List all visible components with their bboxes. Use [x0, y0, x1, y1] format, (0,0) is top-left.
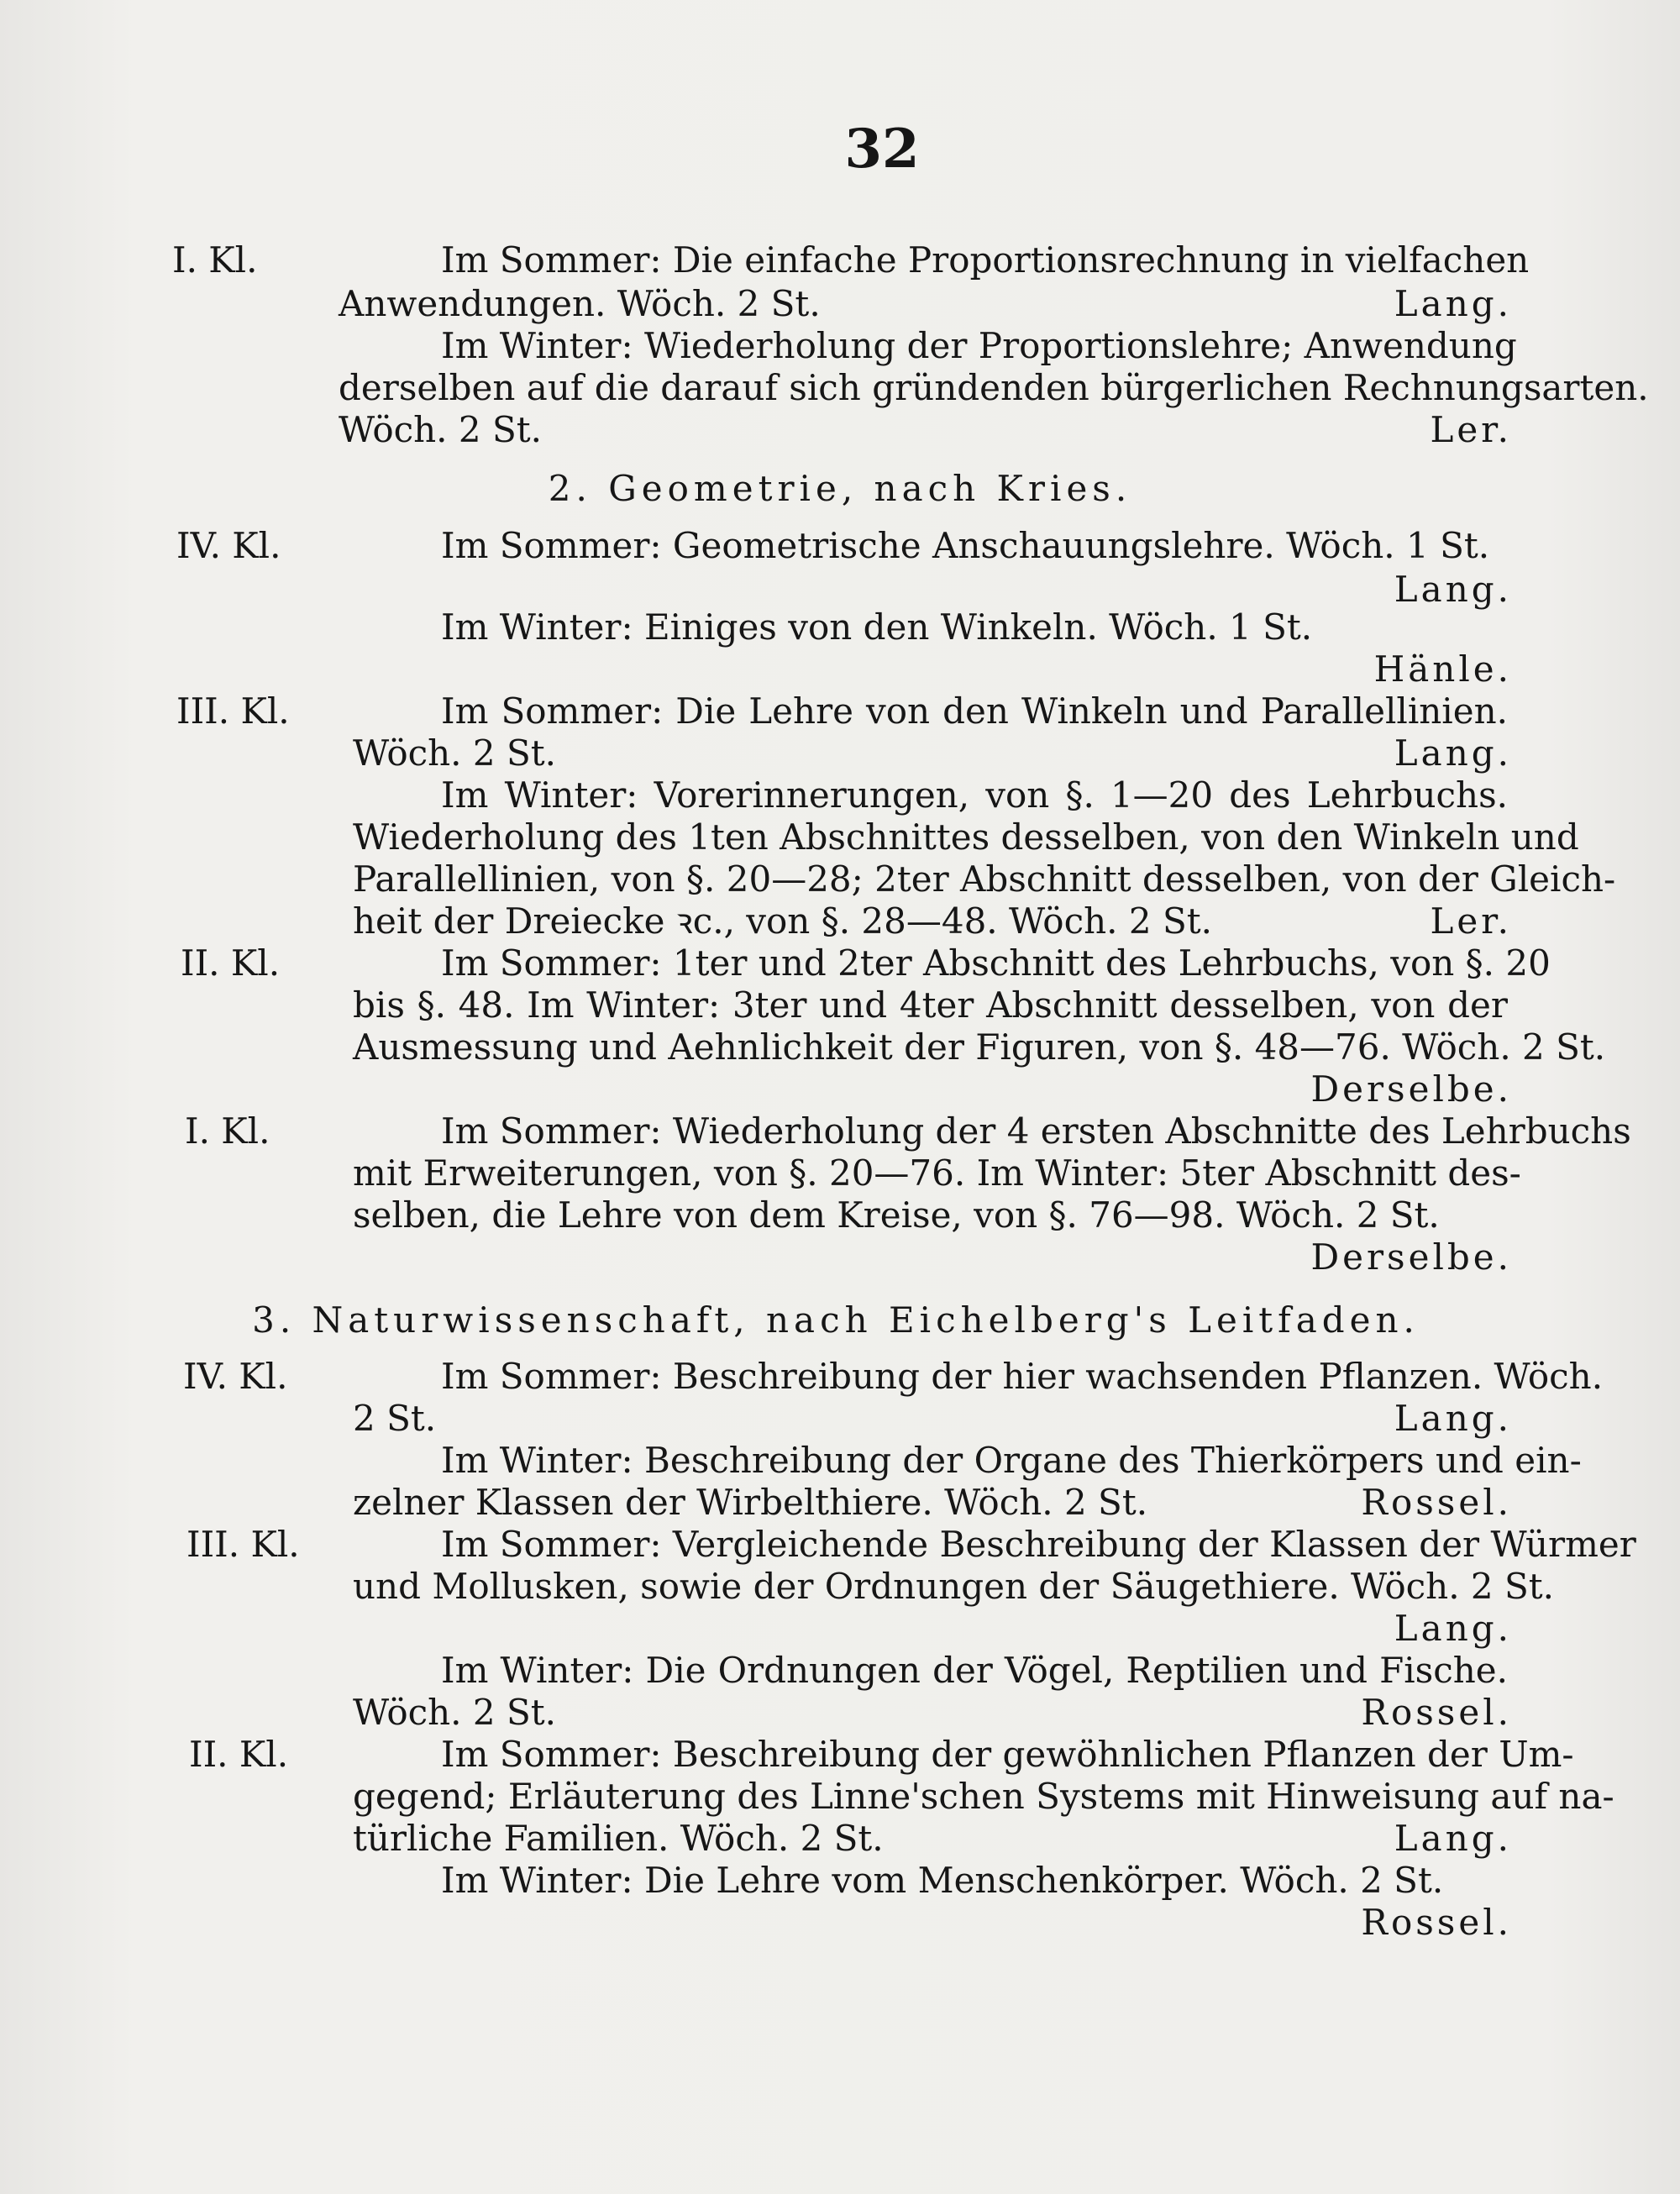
class-label: III. Kl.: [186, 1524, 300, 1565]
text-line: derselben auf die darauf sich gründenden bürgerlichen Rechnungsarten.: [339, 367, 1649, 408]
text-line: selben, die Lehre von dem Kreise, von §. 76—98. Wöch. 2 St.: [353, 1194, 1440, 1236]
page-number: 32: [844, 118, 920, 181]
teacher-name: Hänle.: [1373, 648, 1512, 690]
teacher-name: Rossel.: [1361, 1902, 1512, 1943]
teacher-name: Derselbe.: [1310, 1236, 1512, 1278]
teacher-name: Rossel.: [1361, 1482, 1512, 1523]
class-label: IV. Kl.: [176, 525, 281, 566]
text-line: Wöch. 2 St.: [353, 732, 556, 774]
text-line: Wöch. 2 St.: [353, 1692, 556, 1733]
teacher-name: Lang.: [1394, 732, 1512, 774]
text-line: Im Winter: Einiges von den Winkeln. Wöch. 1 St.: [441, 606, 1313, 648]
class-label: IV. Kl.: [183, 1356, 288, 1397]
teacher-name: Lang.: [1394, 569, 1512, 610]
class-label: I. Kl.: [185, 1110, 270, 1152]
text-line: zelner Klassen der Wirbelthiere. Wöch. 2 St.: [353, 1482, 1148, 1523]
text-line: Im Sommer: Vergleichende Beschreibung der Klassen der Würmer: [441, 1524, 1636, 1565]
teacher-name: Lang.: [1394, 283, 1512, 324]
text-line: Im Sommer: Die Lehre von den Winkeln und Parallellinien.: [441, 690, 1508, 732]
text-line: Im Sommer: 1ter und 2ter Abschnitt des Lehrbuchs, von §. 20: [441, 942, 1551, 984]
text-line: Im Sommer: Geometrische Anschauungslehre. Wöch. 1 St.: [441, 525, 1490, 566]
text-line: Im Winter: Wiederholung der Proportionslehre; Anwendung: [441, 325, 1517, 366]
text-line: Parallellinien, von §. 20—28; 2ter Abschnitt desselben, von der Gleich-: [353, 858, 1616, 900]
teacher-name: Lang.: [1394, 1398, 1512, 1439]
text-line: Im Sommer: Beschreibung der gewöhnlichen Pflanzen der Um-: [441, 1734, 1574, 1775]
class-label: II. Kl.: [189, 1734, 289, 1775]
class-label: I. Kl.: [172, 239, 258, 281]
teacher-name: Lang.: [1394, 1818, 1512, 1859]
text-line: Anwendungen. Wöch. 2 St.: [339, 283, 821, 324]
section-heading: 2. Geometrie, nach Kries.: [548, 468, 1132, 509]
teacher-name: Lang.: [1394, 1608, 1512, 1649]
text-line: Wiederholung des 1ten Abschnittes desselben, von den Winkeln und: [353, 816, 1579, 858]
text-line: gegend; Erläuterung des Linne'schen Systems mit Hinweisung auf na-: [353, 1776, 1614, 1817]
text-line: Im Sommer: Die einfache Proportionsrechnung in vielfachen: [441, 239, 1530, 281]
class-label: II. Kl.: [181, 942, 281, 984]
text-line: Im Winter: Die Ordnungen der Vögel, Reptilien und Fische.: [441, 1650, 1508, 1691]
text-line: mit Erweiterungen, von §. 20—76. Im Winter: 5ter Abschnitt des-: [353, 1152, 1521, 1194]
text-line: türliche Familien. Wöch. 2 St.: [353, 1818, 884, 1859]
class-label: III. Kl.: [176, 690, 290, 732]
text-line: 2 St.: [353, 1398, 437, 1439]
text-line: Im Winter: Die Lehre vom Menschenkörper. Wöch. 2 St.: [441, 1860, 1444, 1901]
text-line: Im Sommer: Beschreibung der hier wachsenden Pflanzen. Wöch.: [441, 1356, 1604, 1397]
text-line: und Mollusken, sowie der Ordnungen der Säugethiere. Wöch. 2 St.: [353, 1566, 1555, 1607]
teacher-name: Rossel.: [1361, 1692, 1512, 1733]
text-line: bis §. 48. Im Winter: 3ter und 4ter Abschnitt desselben, von der: [353, 984, 1508, 1026]
text-line: Wöch. 2 St.: [339, 409, 542, 450]
text-line: Im Winter: Beschreibung der Organe des Thierkörpers und ein-: [441, 1440, 1582, 1481]
teacher-name: Ler.: [1430, 900, 1512, 942]
teacher-name: Derselbe.: [1310, 1068, 1512, 1110]
text-line: heit der Dreiecke ꝛc., von §. 28—48. Wöch. 2 St.: [353, 900, 1212, 942]
section-heading: 3. Naturwissenschaft, nach Eichelberg's Leitfaden.: [252, 1299, 1420, 1341]
teacher-name: Ler.: [1430, 409, 1512, 450]
text-line: Im Winter: Vorerinnerungen, von §. 1—20 des Lehrbuchs.: [441, 774, 1508, 816]
text-line: Ausmessung und Aehnlichkeit der Figuren, von §. 48—76. Wöch. 2 St.: [353, 1026, 1606, 1068]
text-line: Im Sommer: Wiederholung der 4 ersten Abschnitte des Lehrbuchs: [441, 1110, 1631, 1152]
